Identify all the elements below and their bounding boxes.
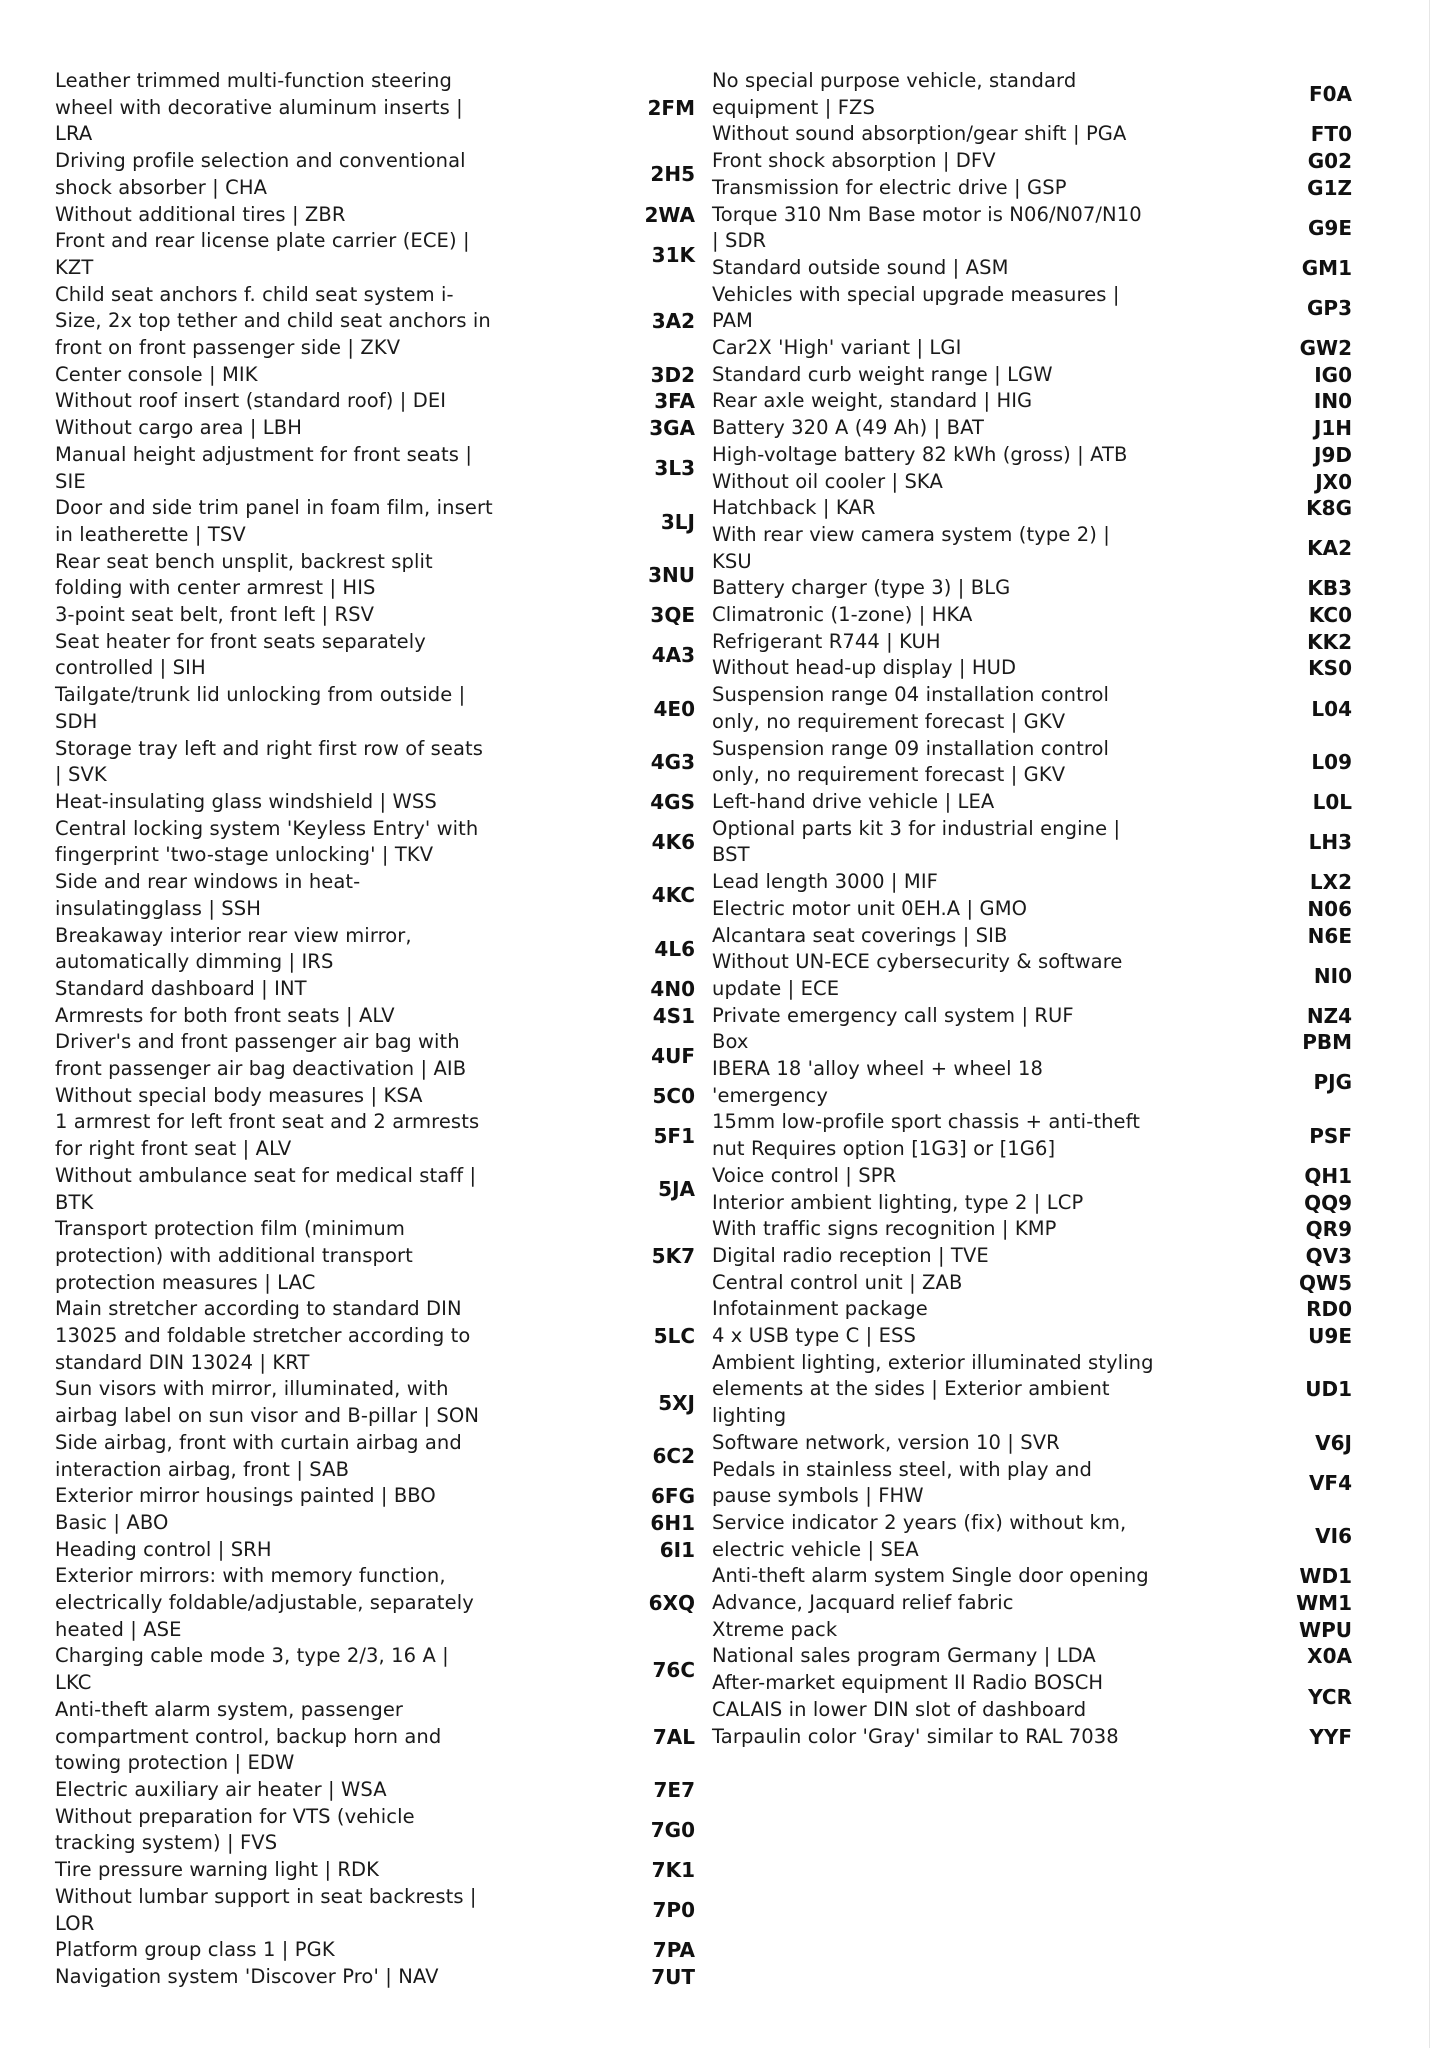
option-row	[55, 1964, 695, 1991]
option-row	[55, 736, 695, 789]
option-row	[55, 1083, 695, 1110]
option-code: QH1	[1304, 1163, 1352, 1188]
option-row	[712, 1270, 1366, 1297]
option-code: QW5	[1299, 1270, 1352, 1295]
option-code: X0A	[1307, 1644, 1352, 1669]
option-description: Rear seat bench unsplit, backrest split folding with center armrest | HIS	[55, 549, 433, 600]
option-code: 3QE	[650, 603, 695, 628]
option-description: Climatronic (1-zone) | HKA	[712, 603, 973, 627]
option-description: Central control unit | ZAB	[712, 1270, 963, 1294]
option-code: KK2	[1307, 629, 1352, 654]
option-code: NZ4	[1306, 1003, 1352, 1028]
option-row	[712, 1724, 1366, 1751]
option-code: 6C2	[652, 1444, 695, 1469]
option-code: QQ9	[1304, 1190, 1352, 1215]
option-description: Door and side trim panel in foam film, insert in leatherette | TSV	[55, 496, 493, 546]
option-row	[55, 202, 695, 229]
option-code: KA2	[1307, 536, 1352, 561]
option-row	[712, 1163, 1366, 1190]
option-description: Navigation system 'Discover Pro' | NAV	[55, 1964, 439, 1988]
option-code: JX0	[1315, 469, 1352, 494]
option-code: 4KC	[651, 883, 695, 908]
option-code: F0A	[1308, 82, 1352, 107]
option-row	[712, 1670, 1366, 1723]
option-row	[712, 255, 1366, 282]
option-row	[55, 1697, 695, 1777]
option-code: 6I1	[659, 1537, 695, 1562]
option-description: Advance, Jacquard relief fabric	[712, 1591, 1014, 1615]
option-row	[712, 869, 1366, 896]
option-description: Armrests for both front seats | ALV	[55, 1003, 395, 1027]
option-description: Child seat anchors f. child seat system i- Size, 2x top tether and child seat anchors in front on front passenger side | ZKV	[55, 282, 491, 360]
option-description: Platform group class 1 | PGK	[55, 1938, 335, 1962]
option-description: Standard dashboard | INT	[55, 976, 307, 1000]
option-code: GP3	[1307, 295, 1352, 320]
option-description: Anti-theft alarm system, passenger compartment control, backup horn and towing protection | EDW	[55, 1697, 442, 1775]
option-description: Without sound absorption/gear shift | PGA	[712, 122, 1127, 146]
option-row	[55, 148, 695, 201]
option-code: 5LC	[653, 1324, 695, 1349]
option-description: Battery charger (type 3) | BLG	[712, 576, 1011, 600]
option-description: Main stretcher according to standard DIN 13025 and foldable stretcher according to standard DIN 13024 | KRT	[55, 1297, 471, 1374]
option-row	[55, 1376, 695, 1429]
option-description: Without UN-ECE cybersecurity & software update | ECE	[712, 950, 1123, 1000]
option-description: No special purpose vehicle, standard equipment | FZS	[712, 69, 1077, 119]
option-description: Manual height adjustment for front seats | SIE	[55, 442, 472, 493]
option-description: Service indicator 2 years (fix) without km, electric vehicle | SEA	[712, 1510, 1127, 1561]
option-description: 4 x USB type C | ESS	[712, 1324, 916, 1348]
option-code: L04	[1311, 696, 1352, 721]
option-code: PSF	[1309, 1123, 1352, 1148]
option-description: Heat-insulating glass windshield | WSS	[55, 789, 437, 813]
option-code: YYF	[1309, 1724, 1352, 1749]
option-description: Private emergency call system | RUF	[712, 1003, 1074, 1027]
option-code: KS0	[1308, 656, 1352, 681]
option-description: Sun visors with mirror, illuminated, with airbag label on sun visor and B-pillar | SON	[55, 1377, 480, 1428]
option-code: VI6	[1315, 1524, 1352, 1549]
option-row	[712, 682, 1366, 735]
option-row	[712, 1617, 1366, 1644]
option-code: NI0	[1313, 963, 1352, 988]
option-description: Software network, version 10 | SVR	[712, 1430, 1060, 1454]
option-row	[55, 1937, 695, 1964]
option-row	[712, 442, 1366, 469]
option-row	[55, 1857, 695, 1884]
option-row	[55, 1296, 695, 1376]
option-description: Suspension range 09 installation control only, no requirement forecast | GKV	[712, 736, 1110, 787]
option-description: With traffic signs recognition | KMP	[712, 1217, 1057, 1241]
option-row	[712, 1323, 1366, 1350]
option-description: Without ambulance seat for medical staff | BTK	[55, 1163, 477, 1214]
option-description: Basic | ABO	[55, 1510, 169, 1534]
option-description: Charging cable mode 3, type 2/3, 16 A | LKC	[55, 1644, 449, 1695]
option-row	[55, 1216, 695, 1296]
option-row	[712, 121, 1366, 148]
option-code: 2FM	[647, 95, 695, 120]
option-code: KC0	[1308, 603, 1352, 628]
option-description: Heading control | SRH	[55, 1537, 272, 1561]
option-row	[55, 1029, 695, 1082]
option-row	[712, 575, 1366, 602]
option-description: Without preparation for VTS (vehicle tracking system) | FVS	[55, 1804, 415, 1855]
option-description: Front and rear license plate carrier (ECE) | KZT	[55, 229, 470, 279]
option-code: 4A3	[651, 643, 695, 668]
option-code: N6E	[1307, 923, 1352, 948]
option-description: Optional parts kit 3 for industrial engine | BST	[712, 816, 1121, 867]
option-description: Without roof insert (standard roof) | DEI	[55, 389, 447, 413]
option-description: Standard outside sound | ASM	[712, 255, 1009, 279]
option-description: Seat heater for front seats separately controlled | SIH	[55, 629, 426, 680]
option-code: 3D2	[650, 362, 695, 387]
option-code: 4G3	[650, 749, 695, 774]
option-description: Transport protection film (minimum protection) with additional transport protection measures | LAC	[55, 1217, 413, 1294]
option-row	[712, 816, 1366, 869]
option-code: 7G0	[650, 1818, 695, 1843]
option-code: 7AL	[652, 1724, 695, 1749]
option-description: Side airbag, front with curtain airbag and interaction airbag, front | SAB	[55, 1430, 462, 1481]
option-description: Electric auxiliary air heater | WSA	[55, 1778, 387, 1801]
option-description: Hatchback | KAR	[712, 496, 876, 520]
option-row	[712, 175, 1366, 202]
option-code: 3FA	[654, 389, 695, 414]
option-row	[712, 1056, 1366, 1109]
option-row	[712, 1190, 1366, 1217]
option-code: LX2	[1309, 870, 1352, 895]
option-code: 5C0	[652, 1083, 695, 1108]
option-row	[55, 1804, 695, 1857]
option-code: 4E0	[653, 696, 695, 721]
option-code: IG0	[1314, 362, 1352, 387]
option-description: Box	[712, 1030, 749, 1054]
option-code: G1Z	[1307, 175, 1352, 200]
option-code: 7UT	[651, 1964, 695, 1989]
option-code: L09	[1311, 749, 1352, 774]
option-code: 5K7	[651, 1243, 695, 1268]
option-code: KB3	[1307, 576, 1352, 601]
option-row	[712, 522, 1366, 575]
option-description: Pedals in stainless steel, with play and pause symbols | FHW	[712, 1457, 1092, 1508]
option-description: Side and rear windows in heat- insulatingglass | SSH	[55, 870, 361, 920]
option-row	[712, 1109, 1366, 1162]
option-code: 5F1	[653, 1123, 695, 1148]
option-code: 3LJ	[660, 509, 695, 534]
left-options-table	[55, 68, 695, 1991]
option-description: Suspension range 04 installation control only, no requirement forecast | GKV	[712, 683, 1110, 733]
option-code: 3A2	[651, 309, 695, 334]
option-row	[55, 602, 695, 629]
option-row	[55, 682, 695, 735]
option-code: J1H	[1313, 416, 1352, 441]
option-row	[55, 228, 695, 281]
option-description: Center console | MIK	[55, 362, 258, 386]
option-description: Voice control | SPR	[712, 1163, 897, 1187]
option-description: Digital radio reception | TVE	[712, 1243, 989, 1267]
option-description: Lead length 3000 | MIF	[712, 870, 938, 894]
option-description: Storage tray left and right first row of seats | SVK	[55, 736, 484, 787]
option-description: Anti-theft alarm system Single door opening	[712, 1564, 1149, 1588]
option-description: Tarpaulin color 'Gray' similar to RAL 7038	[712, 1724, 1119, 1748]
option-row	[712, 469, 1366, 496]
option-row	[712, 202, 1366, 255]
option-code: 3L3	[654, 456, 695, 481]
option-description: Front shock absorption | DFV	[712, 149, 996, 173]
option-code: VF4	[1308, 1470, 1352, 1495]
option-code: RD0	[1306, 1297, 1352, 1322]
option-code: 5XJ	[658, 1390, 695, 1415]
option-row	[712, 388, 1366, 415]
option-row	[55, 1430, 695, 1483]
left-options-body	[55, 68, 695, 1991]
option-description: Battery 320 A (49 Ah) | BAT	[712, 416, 985, 440]
option-row	[712, 1003, 1366, 1030]
option-description: Ambient lighting, exterior illuminated styling elements at the sides | Exterior ambient lighting	[712, 1350, 1154, 1428]
option-row	[55, 415, 695, 442]
option-description: Driver's and front passenger air bag with front passenger air bag deactivation | AIB	[55, 1030, 467, 1081]
option-code: 3GA	[649, 416, 695, 441]
option-code: G9E	[1308, 215, 1352, 240]
option-row	[55, 1003, 695, 1030]
option-code: PBM	[1302, 1030, 1352, 1055]
option-description: Without head-up display | HUD	[712, 656, 1017, 680]
option-code: 7P0	[652, 1898, 695, 1923]
option-row	[55, 923, 695, 976]
option-code: L0L	[1312, 789, 1352, 814]
option-code: V6J	[1315, 1430, 1352, 1455]
option-description: High-voltage battery 82 kWh (gross) | ATB	[712, 442, 1128, 466]
right-options-body	[712, 68, 1366, 1750]
option-row	[712, 1590, 1366, 1617]
option-row	[55, 442, 695, 495]
left-options-column	[55, 68, 695, 1991]
option-code: 7PA	[652, 1938, 695, 1963]
option-code: QV3	[1305, 1243, 1352, 1268]
option-description: Interior ambient lighting, type 2 | LCP	[712, 1190, 1084, 1214]
option-code: 2WA	[644, 202, 695, 227]
option-code: 6FG	[651, 1484, 695, 1509]
option-row	[712, 415, 1366, 442]
option-row	[712, 1216, 1366, 1243]
option-row	[712, 1643, 1366, 1670]
option-row	[712, 68, 1366, 121]
option-code: 4L6	[654, 936, 695, 961]
option-row	[712, 1563, 1366, 1590]
option-code: 4UF	[651, 1043, 695, 1068]
option-description: Standard curb weight range | LGW	[712, 362, 1053, 386]
option-description: Exterior mirrors: with memory function, electrically foldable/adjustable, separately heated | ASE	[55, 1564, 474, 1641]
option-row	[55, 1109, 695, 1162]
option-row	[55, 789, 695, 816]
option-row	[712, 1243, 1366, 1270]
option-description: Alcantara seat coverings | SIB	[712, 923, 1008, 947]
option-row	[712, 1430, 1366, 1457]
option-row	[55, 1563, 695, 1643]
option-row	[712, 629, 1366, 656]
option-description: Xtreme pack	[712, 1617, 838, 1641]
option-row	[55, 388, 695, 415]
option-description: Without oil cooler | SKA	[712, 469, 943, 493]
option-code: 31K	[651, 242, 695, 267]
option-description: Transmission for electric drive | GSP	[712, 175, 1067, 199]
option-code: QR9	[1305, 1217, 1352, 1242]
option-description: Without lumbar support in seat backrests | LOR	[55, 1884, 477, 1935]
option-row	[712, 1350, 1366, 1430]
option-description: Tire pressure warning light | RDK	[55, 1858, 380, 1882]
option-code: GW2	[1299, 336, 1352, 361]
option-row	[712, 789, 1366, 816]
option-description: Car2X 'High' variant | LGI	[712, 336, 962, 360]
option-row	[55, 1510, 695, 1537]
option-row	[55, 629, 695, 682]
option-row	[55, 282, 695, 362]
option-code: WPU	[1299, 1617, 1352, 1642]
option-description: Torque 310 Nm Base motor is N06/N07/N10 | SDR	[712, 202, 1142, 253]
option-description: Left-hand drive vehicle | LEA	[712, 789, 995, 813]
option-code: 4K6	[651, 830, 695, 855]
option-description: National sales program Germany | LDA	[712, 1644, 1096, 1668]
option-code: 76C	[652, 1657, 695, 1682]
option-description: With rear view camera system (type 2) | KSU	[712, 522, 1110, 573]
option-code: PJG	[1313, 1070, 1352, 1095]
option-code: GM1	[1301, 255, 1352, 280]
option-row	[712, 1457, 1366, 1510]
option-code: 6XQ	[648, 1591, 695, 1616]
option-description: Without cargo area | LBH	[55, 416, 303, 440]
option-row	[712, 655, 1366, 682]
option-description: Infotainment package	[712, 1297, 928, 1321]
option-code: U9E	[1308, 1324, 1352, 1349]
option-description: Exterior mirror housings painted | BBO	[55, 1484, 436, 1508]
option-description: Vehicles with special upgrade measures | PAM	[712, 282, 1120, 333]
option-row	[55, 869, 695, 922]
option-row	[55, 976, 695, 1003]
option-code: 4N0	[650, 976, 695, 1001]
option-row	[712, 923, 1366, 950]
option-code: UD1	[1305, 1377, 1352, 1402]
option-row	[712, 282, 1366, 335]
option-row	[55, 1163, 695, 1216]
scan-edge-line	[1429, 0, 1430, 2048]
option-description: Central locking system 'Keyless Entry' with fingerprint 'two-stage unlocking' | TKV	[55, 816, 479, 867]
option-code: G02	[1307, 149, 1352, 174]
right-options-table	[712, 68, 1366, 1750]
option-code: WD1	[1299, 1564, 1352, 1589]
option-code: FT0	[1310, 122, 1352, 147]
option-row	[712, 1029, 1366, 1056]
option-code: N06	[1307, 896, 1352, 921]
option-row	[712, 1510, 1366, 1563]
option-description: Driving profile selection and conventional shock absorber | CHA	[55, 149, 466, 199]
option-code: 7E7	[653, 1778, 695, 1802]
right-options-column	[712, 68, 1352, 1750]
option-row	[712, 335, 1366, 362]
option-code: 3NU	[648, 563, 695, 587]
option-code: J9D	[1314, 442, 1352, 467]
option-description: Tailgate/trunk lid unlocking from outside | SDH	[55, 683, 466, 733]
option-description: 1 armrest for left front seat and 2 armrests for right front seat | ALV	[55, 1110, 480, 1161]
option-code: 6H1	[650, 1510, 695, 1535]
option-row	[55, 362, 695, 389]
option-description: 15mm low-profile sport chassis + anti-theft nut Requires option [1G3] or [1G6]	[712, 1110, 1140, 1161]
option-code: K8G	[1306, 496, 1352, 521]
option-row	[712, 495, 1366, 522]
option-description: 3-point seat belt, front left | RSV	[55, 603, 375, 627]
option-code: 4GS	[650, 789, 695, 814]
option-row	[712, 896, 1366, 923]
option-description: After-market equipment II Radio BOSCH CALAIS in lower DIN slot of dashboard	[712, 1671, 1104, 1721]
option-row	[55, 816, 695, 869]
option-row	[55, 1483, 695, 1510]
option-description: Rear axle weight, standard | HIG	[712, 389, 1033, 413]
option-row	[55, 68, 695, 148]
option-description: Without additional tires | ZBR	[55, 202, 346, 226]
option-row	[712, 736, 1366, 789]
option-row	[55, 549, 695, 602]
option-row	[712, 148, 1366, 175]
option-description: IBERA 18 'alloy wheel + wheel 18 'emergency	[712, 1057, 1043, 1107]
option-description: Breakaway interior rear view mirror, automatically dimming | IRS	[55, 923, 412, 974]
option-row	[712, 362, 1366, 389]
option-code: 5JA	[658, 1177, 695, 1202]
option-code: 7K1	[651, 1858, 695, 1883]
option-code: 2H5	[650, 162, 695, 187]
option-description: Refrigerant R744 | KUH	[712, 629, 941, 653]
option-row	[712, 1296, 1366, 1323]
option-row	[55, 1884, 695, 1937]
option-code: WM1	[1296, 1591, 1352, 1616]
option-row	[712, 602, 1366, 629]
option-code: 4S1	[652, 1003, 695, 1028]
option-description: Electric motor unit 0EH.A | GMO	[712, 896, 1028, 920]
option-row	[55, 495, 695, 548]
option-description: Leather trimmed multi-function steering wheel with decorative aluminum inserts | LRA	[55, 69, 463, 146]
option-row	[55, 1537, 695, 1564]
option-row	[55, 1643, 695, 1696]
option-code: IN0	[1313, 389, 1352, 414]
option-code: LH3	[1308, 830, 1352, 855]
option-code: YCR	[1308, 1684, 1352, 1709]
option-description: Without special body measures | KSA	[55, 1083, 423, 1107]
option-row	[712, 949, 1366, 1002]
option-row	[55, 1777, 695, 1804]
